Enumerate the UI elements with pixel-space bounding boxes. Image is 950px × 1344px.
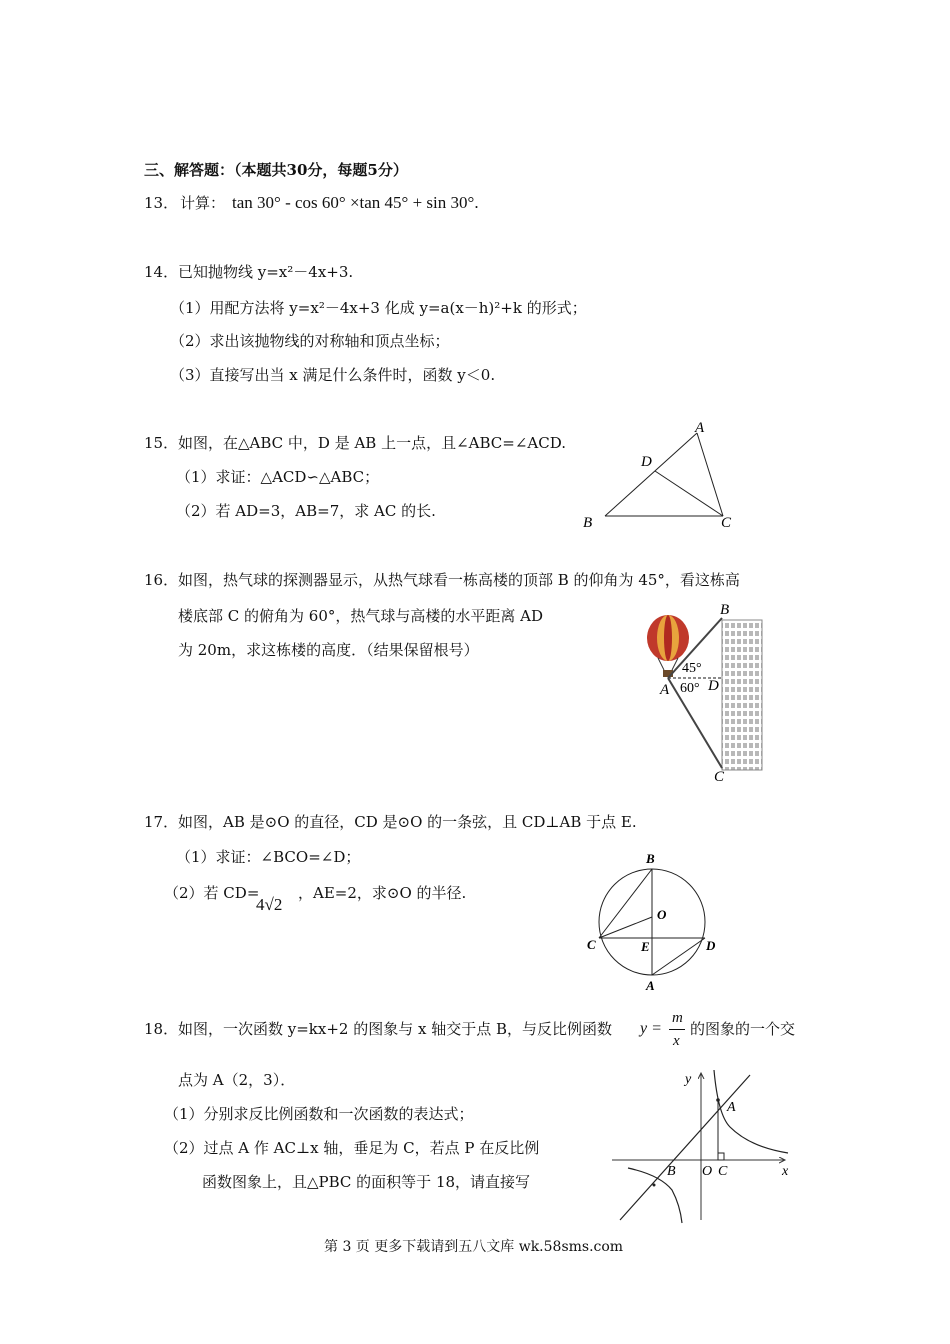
q17-label-e: E [641,939,650,954]
q18-label-b: B [667,1164,676,1179]
q15-number: 15． [144,434,179,452]
q18-label-o: O [702,1164,713,1179]
q16-angle-45: 45° [682,661,702,676]
q16-angle-60: 60° [680,681,700,696]
q15-stem: 如图，在△ABC 中，D 是 AB 上一点，且∠ABC=∠ACD. [178,434,566,452]
q14-number: 14． [144,263,179,281]
q17-part2-b: ，AE=2，求⊙O 的半径. [298,884,467,902]
q16-line2: 楼底部 C 的俯角为 60°，热气球与高楼的水平距离 AD [178,607,543,625]
q14-stem: 已知抛物线 y=x²－4x+3. [178,263,354,281]
q18-label-c: C [718,1164,728,1179]
q16-label-a: A [660,682,670,698]
q18-line1-a: 如图，一次函数 y=kx+2 的图象与 x 轴交于点 B，与反比例函数 [178,1020,613,1038]
q13-prefix: 计算： [180,194,226,212]
q18-point-a [716,1098,720,1102]
q14-part3: （3）直接写出当 x 满足什么条件时，函数 y＜0. [170,366,496,384]
q16-number: 16． [144,571,179,589]
q15-label-c: C [721,515,732,531]
q18-line2: 点为 A（2，3）． [178,1071,296,1089]
q15-part2: （2）若 AD=3，AB=7，求 AC 的长. [176,502,436,520]
q17-number: 17． [144,813,179,831]
q16-line1: 如图，热气球的探测器显示，从热气球看一栋高楼的顶部 B 的仰角为 45°，看这栋高 [178,571,740,589]
q17-stem: 如图，AB 是⊙O 的直径，CD 是⊙O 的一条弦，且 CD⊥AB 于点 E. [178,813,637,831]
q16-building [722,620,762,770]
q17-part2-root: 4√2 [256,895,283,914]
q13-expression: tan 30° - cos 60° ×tan 45° + sin 30°. [232,193,479,212]
q18-label-y: y [685,1072,692,1087]
q18-fraction-bar [669,1029,685,1030]
q17-circle-figure [585,850,725,992]
q18-label-a: A [727,1100,736,1115]
q16-label-d: D [708,678,719,694]
q17-part1: （1）求证：∠BCO=∠D； [176,848,361,866]
q17-segment-ad [652,938,705,975]
q15-label-d: D [641,454,652,470]
q15-edge-cd [655,471,723,516]
q18-fraction-numerator: m [672,1010,683,1026]
page-footer: 第 3 页 更多下载请到五八文库 wk.58sms.com [324,1239,624,1255]
q18-part2-b: 函数图象上，且△PBC 的面积等于 18，请直接写 [202,1173,531,1191]
q15-label-a: A [695,420,705,436]
q18-fraction-y: y = [640,1020,662,1037]
q16-label-c: C [714,769,725,784]
q17-label-c: C [587,937,596,952]
q17-label-a: A [646,978,655,992]
q18-fraction-denominator: x [673,1033,680,1049]
q18-graph-figure [610,1065,800,1225]
q18-hyperbola-branch-1 [714,1070,788,1153]
q18-right-angle-mark [718,1153,724,1160]
q18-line1-b: 的图象的一个交 [690,1020,796,1038]
q18-point-intersection [653,1184,656,1187]
q18-label-x: x [782,1164,789,1179]
q15-label-b: B [583,515,593,531]
q13-number: 13． [144,194,179,212]
q14-part2: （2）求出该抛物线的对称轴和顶点坐标； [170,332,450,350]
q17-label-o: O [657,907,667,922]
q17-label-d: D [706,938,716,953]
q15-edge-ab [605,433,697,516]
q15-part1: （1）求证：△ACD∽△ABC； [176,468,380,486]
q18-part1: （1）分别求反比例函数和一次函数的表达式； [164,1105,474,1123]
q16-line3: 为 20m，求这栋楼的高度．（结果保留根号） [178,641,479,659]
q18-linear-function [620,1075,750,1220]
q14-part1: （1）用配方法将 y=x²－4x+3 化成 y=a(x－h)²+k 的形式； [170,299,587,317]
q16-label-b: B [720,602,730,618]
q17-label-b: B [646,851,655,866]
q18-number: 18． [144,1020,179,1038]
q17-part2-a: （2）若 CD= [164,884,260,902]
section-title: 三、解答题：（本题共30分，每题5分） [144,161,408,179]
q15-triangle-figure [575,415,755,535]
q16-balloon-figure [640,598,770,784]
q18-part2-a: （2）过点 A 作 AC⊥x 轴，垂足为 C，若点 P 在反比例 [164,1139,540,1157]
q15-edge-ac [697,433,723,516]
